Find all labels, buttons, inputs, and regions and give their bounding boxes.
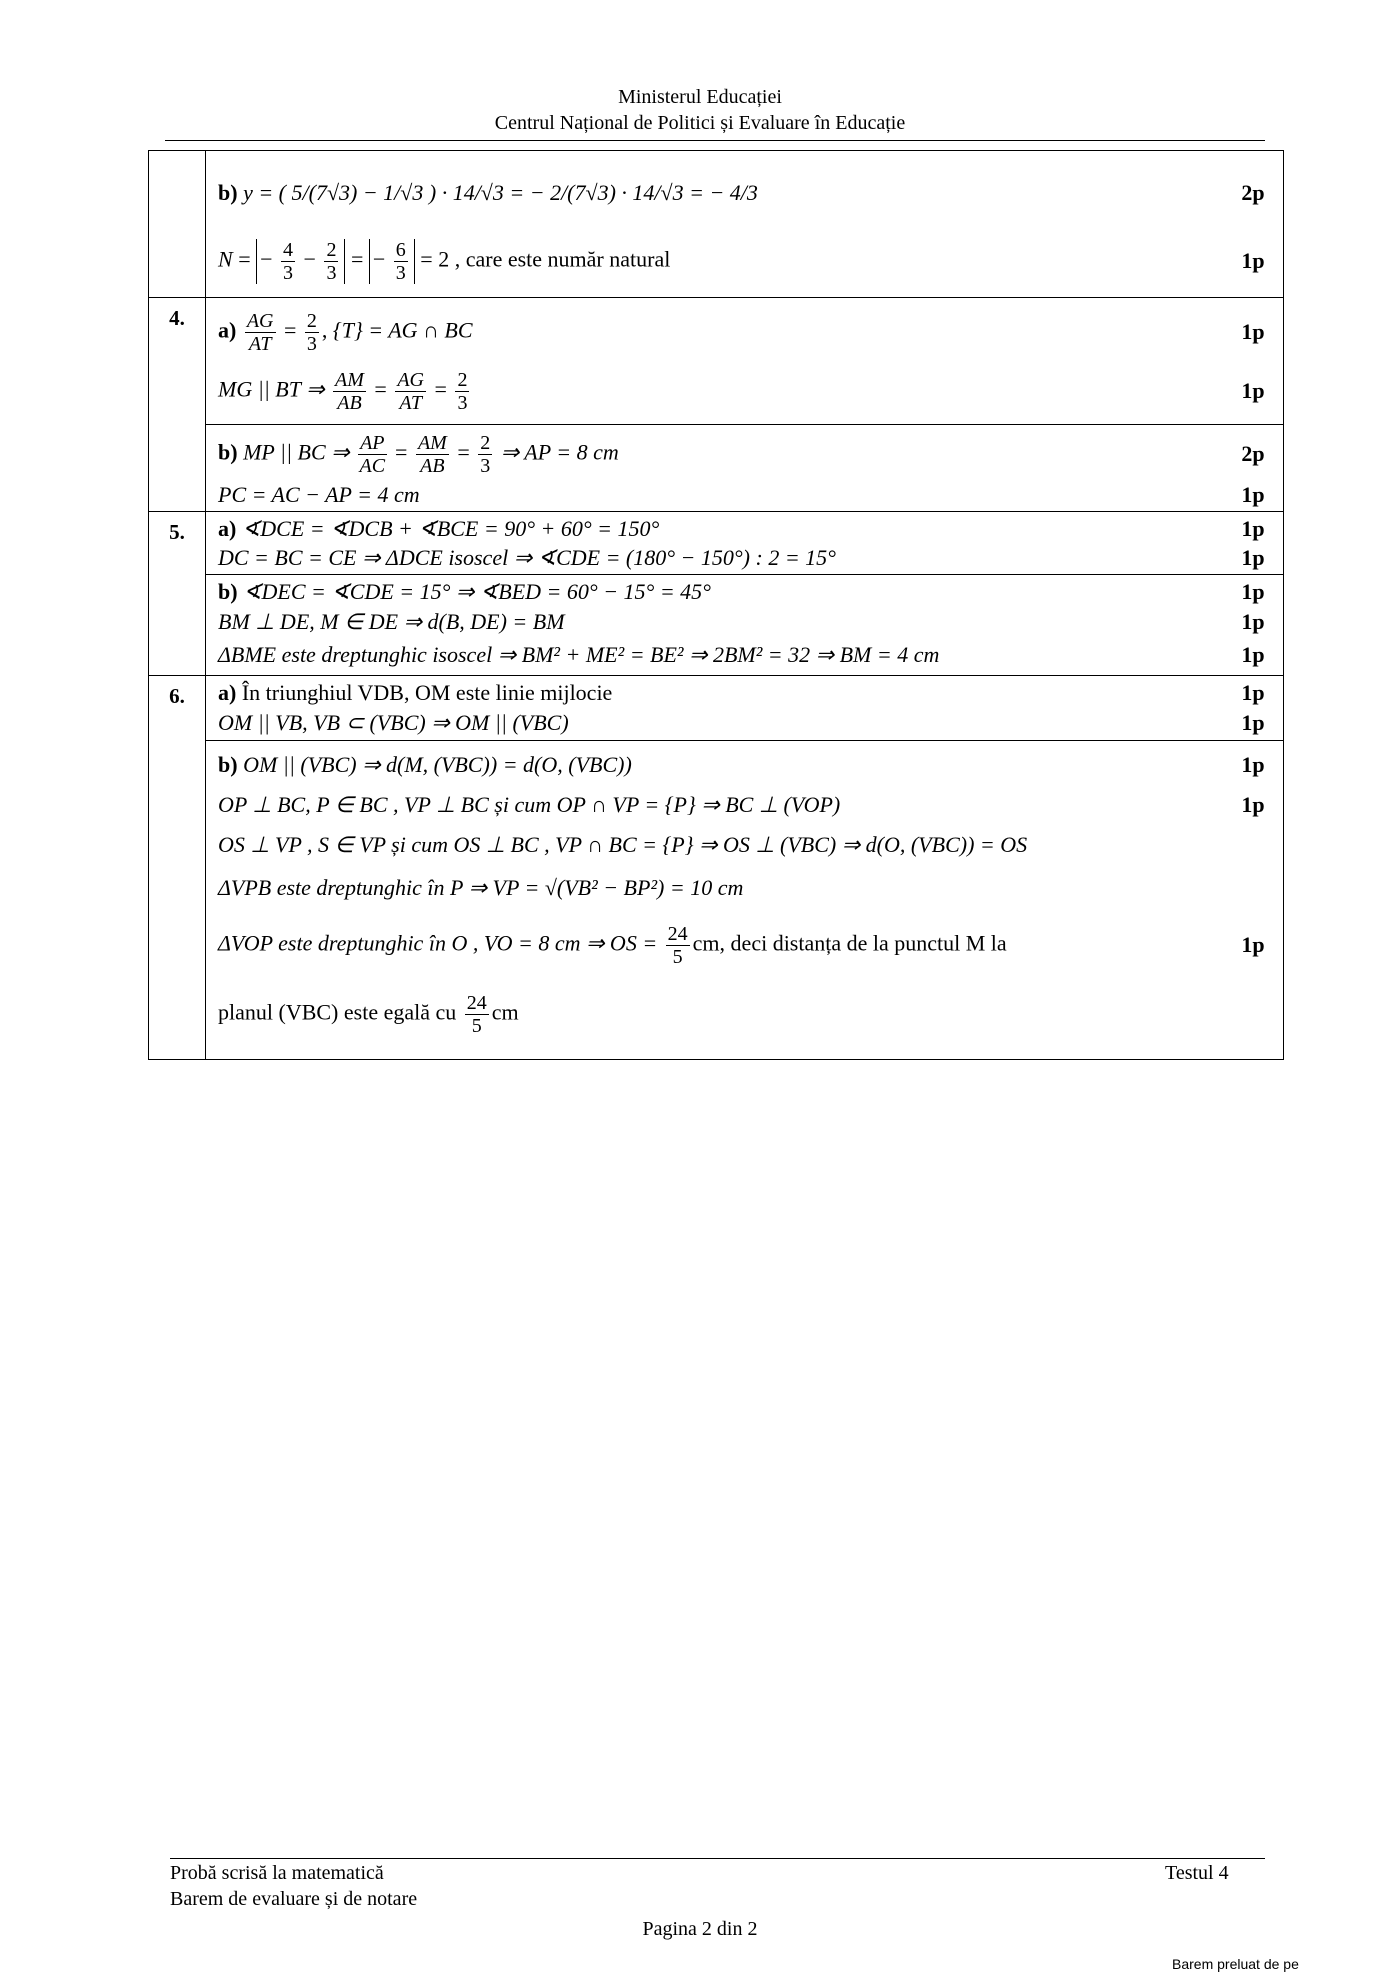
eq-angle-bed: b) ∢DEC = ∢CDE = 15° ⇒ ∢BED = 60° − 15° = 45° [218,579,711,604]
points: 1p [1241,579,1265,604]
footer-page: Pagina 2 din 2 [642,1918,758,1940]
text-conclusion: planul (VBC) este egală cu $\frac{24}{5}$ cm [218,991,519,1037]
header-divider [165,140,1265,141]
grading-table [148,150,1284,1060]
row-number: 6. [149,676,206,1060]
points: 1p [1241,609,1265,634]
footer-source: Barem preluat de pe [1172,1956,1299,1972]
eq-os-vbc: OS ⊥ VP , S ∈ VP și cum OS ⊥ BC , VP ∩ BC = {P} ⇒ OS ⊥ (VBC) ⇒ d(O, (VBC)) = OS [218,832,1028,857]
eq-os: ΔVOP este dreptunghic în O , VO = 8 cm ⇒ OS = $\frac{24}{5}$ cm, deci distanța de la punctul M la [218,922,1007,968]
row-content [206,676,1284,741]
row-content [206,298,1284,425]
eq-om-vbc: OM || VB, VB ⊂ (VBC) ⇒ OM || (VBC) [218,710,569,735]
header-ministry: Ministerul Educației [618,86,782,108]
eq-bme: ΔBME este dreptunghic isoscel ⇒ BM² + ME² = BE² ⇒ 2BM² = 32 ⇒ BM = 4 cm [218,642,940,667]
row-content [206,575,1284,676]
eq-angle-dce: a) ∢DCE = ∢DCB + ∢BCE = 90° + 60° = 150° [218,515,660,541]
table-row [149,151,1284,298]
points: 1p [1241,248,1265,273]
eq-angle-cde: DC = BC = CE ⇒ ΔDCE isoscel ⇒ ∢CDE = (180° − 150°) : 2 = 15° [218,544,836,570]
points: 1p [1241,752,1265,777]
points: 2p [1241,441,1265,466]
footer-divider [170,1858,1265,1859]
eq-pc: PC = AC − AP = 4 cm [218,482,420,507]
row-content [206,151,1284,298]
table-row [149,512,1284,575]
eq-distance-m: b) OM || (VBC) ⇒ d(M, (VBC)) = d(O, (VBC)) [218,752,632,777]
row-content [206,512,1284,575]
page-header [0,84,1400,136]
eq-mp-bc: b) MP || BC ⇒ $\frac{AP}{AC}$ = $\frac{AM}{AB}$ = $\frac{2}{3}$ ⇒ AP = 8 cm [218,431,619,477]
points: 1p [1241,319,1265,344]
row-number: 4. [149,298,206,512]
eq-y: b) y = ( 5/(7√3) − 1/√3 ) · 14/√3 = − 2/(7√3) · 14/√3 = − 4/3 [218,180,758,205]
eq-vp: ΔVPB este dreptunghic în P ⇒ VP = √(VB² − BP²) = 10 cm [218,875,744,900]
points: 1p [1241,932,1265,957]
table-row [149,676,1284,741]
footer-barem: Barem de evaluare și de notare [170,1888,418,1910]
header-center: Centrul Național de Politici și Evaluare în Educație [494,112,906,134]
eq-bc-vop: OP ⊥ BC, P ∈ BC , VP ⊥ BC și cum OP ∩ VP = {P} ⇒ BC ⊥ (VOP) [218,792,841,817]
eq-bm-de: BM ⊥ DE, M ∈ DE ⇒ d(B, DE) = BM [218,609,565,634]
row-number: 5. [149,512,206,676]
points: 2p [1241,180,1265,205]
eq-n: N = − $\frac{4}{3}$ − $\frac{2}{3}$ = − $\frac{6}{3}$ = 2 , care este număr natural [218,238,671,284]
eq-ag-at: a) $\frac{AG}{AT}$ = $\frac{2}{3}$ , {T} = AG ∩ BC [218,309,473,355]
row-content [206,741,1284,1060]
points: 1p [1241,792,1265,817]
points: 1p [1241,710,1265,735]
eq-mg-bt: MG || BT ⇒ $\frac{AM}{AB}$ = $\frac{AG}{AT}$ = $\frac{2}{3}$ [218,368,468,414]
points: 1p [1241,378,1265,403]
row-number [149,151,206,298]
text-median-line: a) În triunghiul VDB, OM este linie mijlocie [218,680,613,705]
points: 1p [1241,680,1265,705]
footer-subject: Probă scrisă la matematică [170,1862,384,1884]
points: 1p [1241,482,1265,507]
row-content [206,425,1284,512]
table-row [149,575,1284,676]
table-row [149,425,1284,512]
table-row [149,298,1284,425]
points: 1p [1241,515,1265,541]
points: 1p [1241,642,1265,667]
points: 1p [1241,544,1265,570]
footer-test: Testul 4 [1165,1862,1229,1884]
table-row [149,741,1284,1060]
